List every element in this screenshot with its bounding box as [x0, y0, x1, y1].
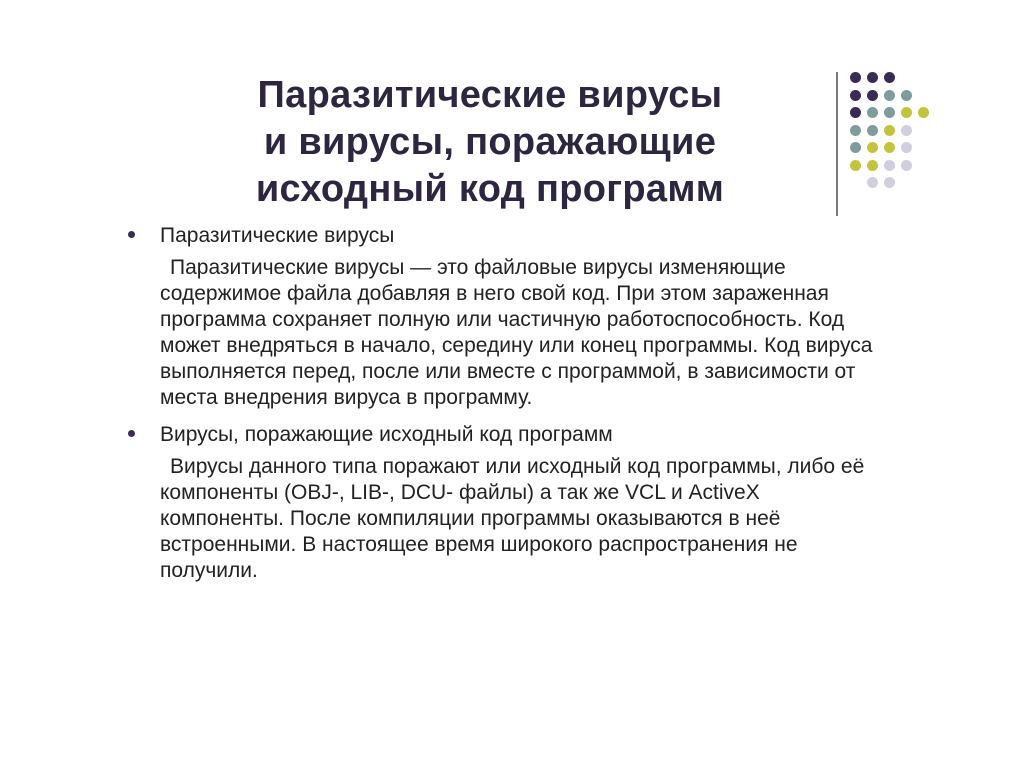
slide-title — [190, 72, 790, 213]
bullet-dot-icon — [128, 430, 135, 437]
decorative-dot — [884, 160, 895, 171]
decorative-dot — [850, 142, 861, 153]
decorative-dot-grid — [850, 72, 950, 202]
decorative-dot — [850, 125, 861, 136]
decorative-dot — [867, 90, 878, 101]
decorative-dot — [867, 160, 878, 171]
decorative-dot — [867, 125, 878, 136]
decorative-dot — [867, 107, 878, 118]
bullet-dot-icon — [128, 231, 135, 238]
bullet-item — [128, 222, 928, 249]
decorative-dot — [867, 142, 878, 153]
decorative-dot — [850, 72, 861, 83]
decorative-dot — [884, 107, 895, 118]
bullet-text: Паразитические вирусы — [160, 224, 395, 247]
decorative-dot — [901, 90, 912, 101]
title-line-1: Паразитические вирусы — [257, 74, 723, 116]
decorative-dot — [850, 160, 861, 171]
decorative-dot — [867, 177, 878, 188]
decorative-dot — [901, 142, 912, 153]
paragraph: Паразитические вирусы — это файловые вирусы изменяющие содержимое файла добавляя в него свой код. При этом зараженная программа сохраняет полную или частичную работоспособность. Код может внедряться в начало, середину или конец программы. Код вируса выполняется перед, после или вместе с программой, в зависимости от места внедрения вируса в программу. — [160, 256, 873, 409]
decorative-dot — [850, 90, 861, 101]
decorative-dot — [850, 107, 861, 118]
decorative-dot — [884, 125, 895, 136]
bullet-item — [128, 421, 928, 448]
decorative-dot — [901, 160, 912, 171]
paragraph: Вирусы данного типа поражают или исходный код программы, либо её компоненты (OBJ-, LIB-, DCU- файлы) а так же VCL и ActiveX компоненты. После компиляции программы оказываются в неё встроенными. В настоящее время широкого распространения не получили. — [160, 455, 865, 582]
decorative-dot — [901, 107, 912, 118]
bullet-text: Вирусы, поражающие исходный код программ — [160, 423, 613, 446]
decorative-dot — [884, 177, 895, 188]
vertical-divider — [836, 72, 838, 216]
decorative-dot — [884, 90, 895, 101]
decorative-dot — [884, 142, 895, 153]
decorative-dot — [901, 125, 912, 136]
decorative-dot — [918, 107, 929, 118]
slide-content — [128, 222, 928, 594]
decorative-dot — [884, 72, 895, 83]
title-line-2: и вирусы, поражающие — [263, 121, 717, 163]
decorative-dot — [867, 72, 878, 83]
title-line-3: исходный код программ — [255, 168, 725, 210]
